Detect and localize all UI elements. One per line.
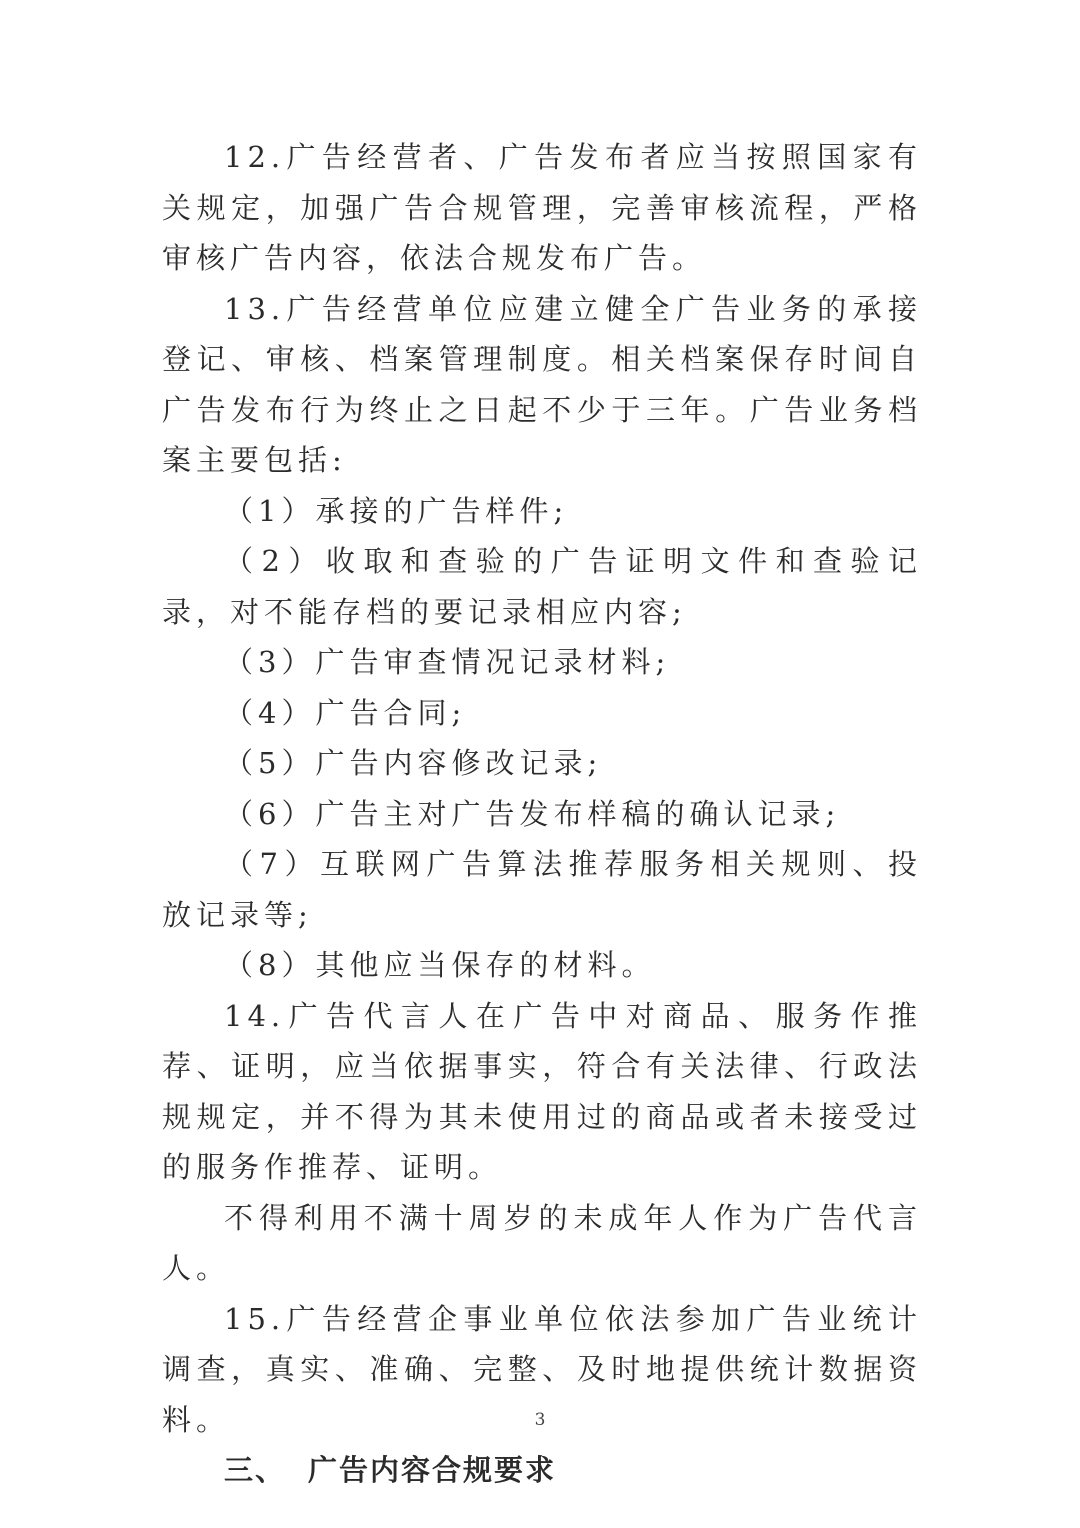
paragraph-item-12: 12.广告经营者、广告发布者应当按照国家有关规定，加强广告合规管理，完善审核流程，严格审核广告内容，依法合规发布广告。: [162, 140, 922, 275]
paragraph-item-14: 14.广告代言人在广告中对商品、服务作推荐、证明，应当依据事实，符合有关法律、行政法规规定，并不得为其未使用过的商品或者未接受过的服务作推荐、证明。: [162, 998, 922, 1184]
document-body: [162, 132, 922, 1496]
paragraph-item-13: 13.广告经营单位应建立健全广告业务的承接登记、审核、档案管理制度。相关档案保存时间自广告发布行为终止之日起不少于三年。广告业务档案主要包括:: [162, 291, 922, 477]
list-item-1: （1）承接的广告样件;: [224, 493, 569, 528]
paragraph-item-15: 15.广告经营企事业单位依法参加广告业统计调查，真实、准确、完整、及时地提供统计数据资料。: [162, 1301, 922, 1437]
section-heading-title: 广告内容合规要求: [308, 1453, 557, 1487]
list-item-7: （7）互联网广告算法推荐服务相关规则、投放记录等;: [162, 847, 922, 932]
list-item-6: （6）广告主对广告发布样稿的确认记录;: [224, 796, 841, 831]
section-heading-number: 三、: [224, 1453, 287, 1487]
list-item-5: （5）广告内容修改记录;: [224, 746, 603, 780]
list-item-2: （2）收取和查验的广告证明文件和查验记录，对不能存档的要记录相应内容;: [162, 544, 922, 629]
section-heading: [162, 1445, 922, 1496]
list-item-3: （3）广告审查情况记录材料;: [224, 645, 671, 679]
list-item-8: （8）其他应当保存的材料。: [224, 948, 656, 982]
page-number: 3: [534, 1410, 546, 1430]
paragraph-minor-endorser: 不得利用不满十周岁的未成年人作为广告代言人。: [162, 1200, 922, 1285]
list-item-4: （4）广告合同;: [224, 695, 467, 730]
